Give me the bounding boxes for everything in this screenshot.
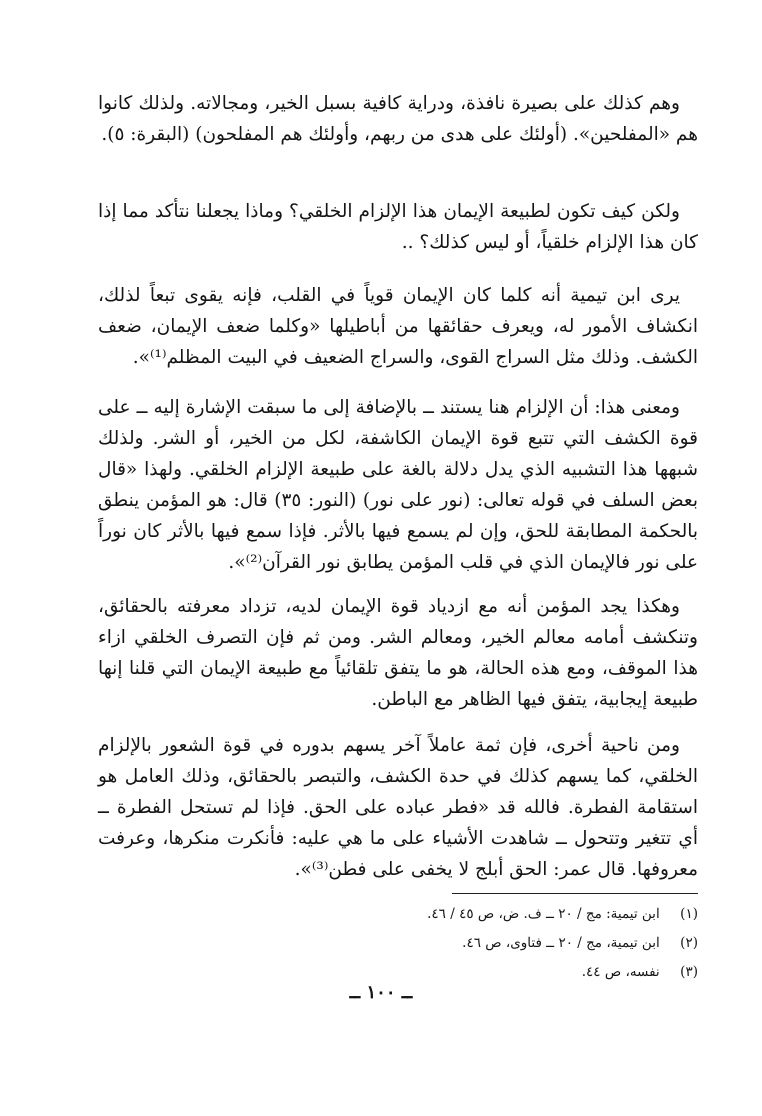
body-paragraph-3: يرى ابن تيمية أنه كلما كان الإيمان قوياً في القلب، فإنه يقوى تبعاً لذلك، انكشاف الأمور له، ويعرف حقائقها من أباطيلها «وكلما ضعف الإيمان، ضعف الكشف. وذلك مثل السراج القوى، والسراج الضعيف في البيت المظلم⁽¹⁾». — [98, 285, 698, 368]
footnote-1 — [98, 900, 698, 929]
body-paragraph-2: ولكن كيف تكون لطبيعة الإيمان هذا الإلزام الخلقي؟ وماذا يجعلنا نتأكد مما إذا كان هذا الإلزام خلقياً، أو ليس كذلك؟ .. — [98, 201, 698, 253]
footnote-number: (٣) — [680, 964, 698, 980]
footnote-text: نفسه، ص ٤٤. — [581, 964, 660, 980]
body-paragraph-6: ومن ناحية أخرى، فإن ثمة عاملاً آخر يسهم بدوره في قوة الشعور بالإلزام الخلقي، كما يسهم كذلك في حدة الكشف، والتبصر بالحقائق، وذلك العامل هو استقامة الفطرة. فالله قد «فطر عباده على الحق. فإذا لم تستحل الفطرة ــ أي تتغير وتتحول ــ شاهدت الأشياء على ما هي عليه: فأنكرت منكرها، وعرفت معروفها. قال عمر: الحق أبلج لا يخفى على فطن⁽³⁾». — [98, 735, 698, 880]
body-paragraph-1: وهم كذلك على بصيرة نافذة، ودراية كافية بسبل الخير، ومجالاته. ولذلك كانوا هم «المفلحين». (أولئك على هدى من ربهم، وأولئك هم المفلحون) (البقرة: ٥). — [98, 93, 698, 145]
footnote-number: (١) — [680, 906, 698, 922]
footnote-2 — [98, 929, 698, 958]
footnote-text: ابن تيمية: مج / ٢٠ ــ ف. ض، ص ٤٥ / ٤٦. — [427, 906, 660, 922]
body-paragraph-4: ومعنى هذا: أن الإلزام هنا يستند ــ بالإضافة إلى ما سبقت الإشارة إليه ــ على قوة الكشف التي تتبع قوة الإيمان الكاشفة، لكل من الخير، أو الشر. ولذلك شبهها هذا التشبيه الذي يدل دلالة بالغة على طبيعة الإلزام الخلقي. ولهذا «قال بعض السلف في قوله تعالى: (نور على نور) (النور: ٣٥) قال: هو المؤمن ينطق بالحكمة المطابقة للحق، وإن لم يسمع فيها بالأثر. فإذا سمع فيها بالأثر كان نوراً على نور فالإيمان الذي في قلب المؤمن يطابق نور القرآن⁽²⁾». — [98, 397, 698, 573]
page-number: ــ ١٠٠ ــ — [349, 982, 413, 1003]
footnote-number: (٢) — [680, 935, 698, 951]
footnote-divider — [452, 893, 698, 894]
footnotes — [98, 900, 698, 987]
footnote-text: ابن تيمية، مج / ٢٠ ــ فتاوى، ص ٤٦. — [462, 935, 660, 951]
body-paragraph-5: وهكذا يجد المؤمن أنه مع ازدياد قوة الإيمان لديه، تزداد معرفته بالحقائق، وتنكشف أمامه معالم الخير، ومعالم الشر. ومن ثم فإن التصرف الخلقي ازاء هذا الموقف، ومع هذه الحالة، هو ما يتفق تلقائياً مع طبيعة الإيمان التي قلنا إنها طبيعة إيجابية، يتفق فيها الظاهر مع الباطن. — [98, 596, 698, 710]
